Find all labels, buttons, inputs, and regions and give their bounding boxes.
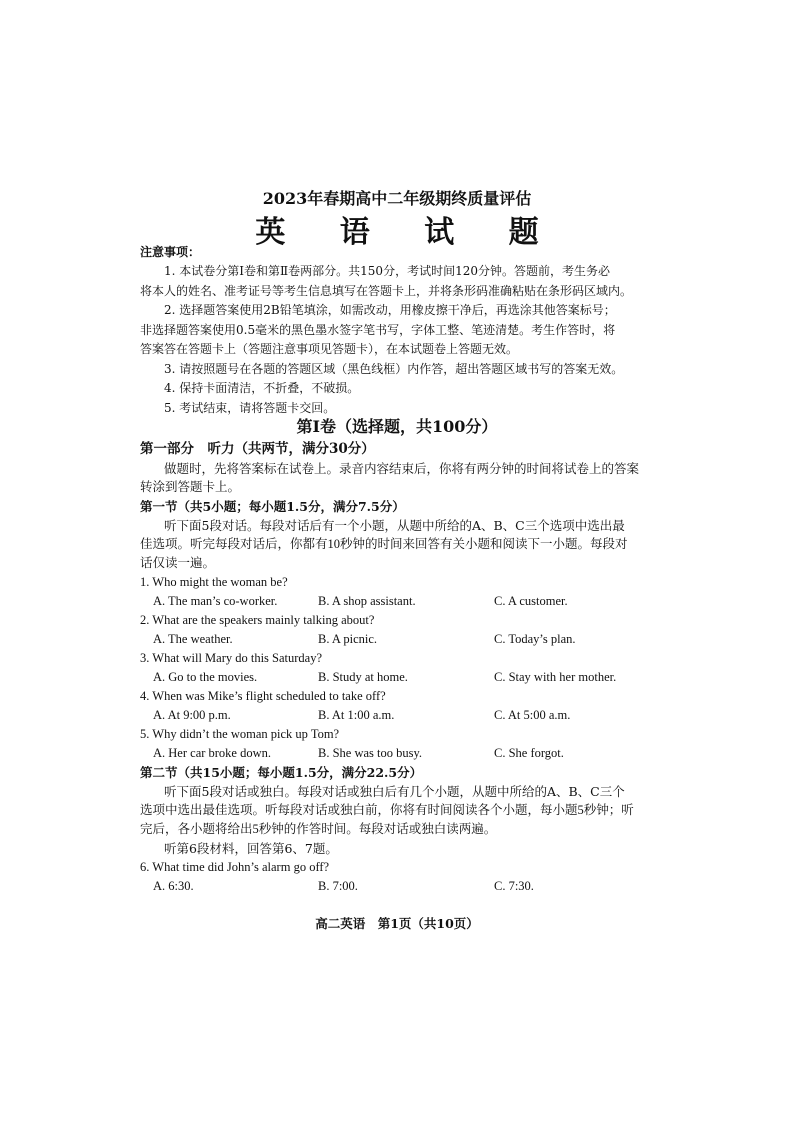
note-line: 答案答在答题卡上（答题注意事项见答题卡），在本试题卷上答题无效。 bbox=[140, 342, 519, 356]
question-options bbox=[140, 668, 648, 687]
option-a: A. Her car broke down. bbox=[153, 746, 272, 760]
question-stem: 3. What will Mary do this Saturday? bbox=[140, 651, 323, 665]
note-line: 3. 请按照题号在各题的答题区域（黑色线框）内作答，超出答题区域书写的答案无效。 bbox=[164, 361, 624, 376]
section-instruction: 选项中选出最佳选项。听每段对话或独白前，你将有时间阅读各个小题，每小题5秒钟；听 bbox=[140, 803, 634, 817]
question-options bbox=[140, 744, 648, 763]
section-heading: 第一节（共5小题；每小题1.5分，满分7.5分） bbox=[140, 499, 405, 514]
question-stem: 1. Who might the woman be? bbox=[140, 575, 288, 589]
volume-heading: 第Ⅰ卷（选择题，共100分） bbox=[296, 417, 498, 436]
section-instruction: 话仅读一遍。 bbox=[140, 556, 216, 570]
note-line: 4. 保持卡面清洁，不折叠，不破损。 bbox=[164, 381, 360, 395]
note-line: 将本人的姓名、准考证号等考生信息填写在答题卡上，并将条形码准确粘贴在条形码区域内。 bbox=[140, 283, 633, 298]
question-stem: 2. What are the speakers mainly talking about? bbox=[140, 613, 375, 627]
question-options bbox=[140, 592, 648, 611]
option-a: A. Go to the movies. bbox=[153, 670, 258, 684]
section-instruction: 听下面5段对话或独白。每段对话或独白后有几个小题，从题中所给的A、B、C三个 bbox=[164, 784, 625, 799]
question-stem: 5. Why didn’t the woman pick up Tom? bbox=[140, 727, 340, 741]
note-line: 1. 本试卷分第Ⅰ卷和第Ⅱ卷两部分。共150分，考试时间120分钟。答题前，考生务必 bbox=[164, 264, 610, 278]
option-c: C. Today’s plan. bbox=[494, 632, 576, 646]
question-options bbox=[140, 630, 648, 649]
section-instruction: 听下面5段对话。每段对话后有一个小题，从题中所给的A、B、C三个选项中选出最 bbox=[164, 518, 625, 533]
option-b: B. At 1:00 a.m. bbox=[318, 708, 395, 722]
option-a: A. The weather. bbox=[153, 632, 233, 646]
note-line: 非选择题答案使用0.5毫米的黑色墨水签字笔书写，字体工整、笔迹清楚。考生作答时，将 bbox=[140, 322, 616, 337]
part-one bbox=[140, 440, 648, 896]
option-a: A. 6:30. bbox=[153, 879, 194, 893]
option-b: B. A picnic. bbox=[318, 632, 378, 646]
section-instruction: 完后，各小题将给出5秒钟的作答时间。每段对话或独白读两遍。 bbox=[140, 822, 497, 836]
page-footer: 高二英语 第1页（共10页） bbox=[315, 916, 479, 931]
option-a: A. At 9:00 p.m. bbox=[153, 708, 231, 722]
note-line: 5. 考试结束，请将答题卡交回。 bbox=[164, 400, 336, 415]
option-c: C. 7:30. bbox=[494, 879, 534, 893]
option-a: A. The man’s co-worker. bbox=[153, 594, 278, 608]
notes-list bbox=[140, 262, 640, 418]
notes-heading: 注意事项： bbox=[140, 245, 201, 259]
subject-title: 英 语 试 题 bbox=[255, 215, 561, 250]
question-stem: 4. When was Mike’s flight scheduled to take off? bbox=[140, 689, 386, 703]
option-c: C. At 5:00 a.m. bbox=[494, 708, 571, 722]
question-options bbox=[140, 706, 648, 725]
part-intro: 做题时，先将答案标在试卷上。录音内容结束后，你将有两分钟的时间将试卷上的答案 bbox=[164, 461, 640, 476]
part-heading: 第一部分 听力（共两节，满分30分） bbox=[140, 441, 375, 457]
question-options bbox=[140, 877, 648, 896]
exam-title: 2023年春期高中二年级期终质量评估 bbox=[262, 189, 532, 208]
option-b: B. Study at home. bbox=[318, 670, 408, 684]
option-c: C. Stay with her mother. bbox=[494, 670, 617, 684]
question-stem: 6. What time did John’s alarm go off? bbox=[140, 860, 330, 874]
option-c: C. A customer. bbox=[494, 594, 568, 608]
section-heading: 第二节（共15小题；每小题1.5分，满分22.5分） bbox=[140, 765, 423, 780]
part-intro: 转涂到答题卡上。 bbox=[140, 480, 241, 494]
section-instruction: 听第6段材料，回答第6、7题。 bbox=[164, 841, 338, 856]
option-c: C. She forgot. bbox=[494, 746, 564, 760]
note-line: 2. 选择题答案使用2B铅笔填涂，如需改动，用橡皮擦干净后，再选涂其他答案标号； bbox=[164, 303, 616, 317]
option-b: B. 7:00. bbox=[318, 879, 358, 893]
option-b: B. A shop assistant. bbox=[318, 594, 416, 608]
option-b: B. She was too busy. bbox=[318, 746, 423, 760]
section-instruction: 佳选项。听完每段对话后，你都有10秒钟的时间来回答有关小题和阅读下一小题。每段对 bbox=[140, 537, 628, 551]
